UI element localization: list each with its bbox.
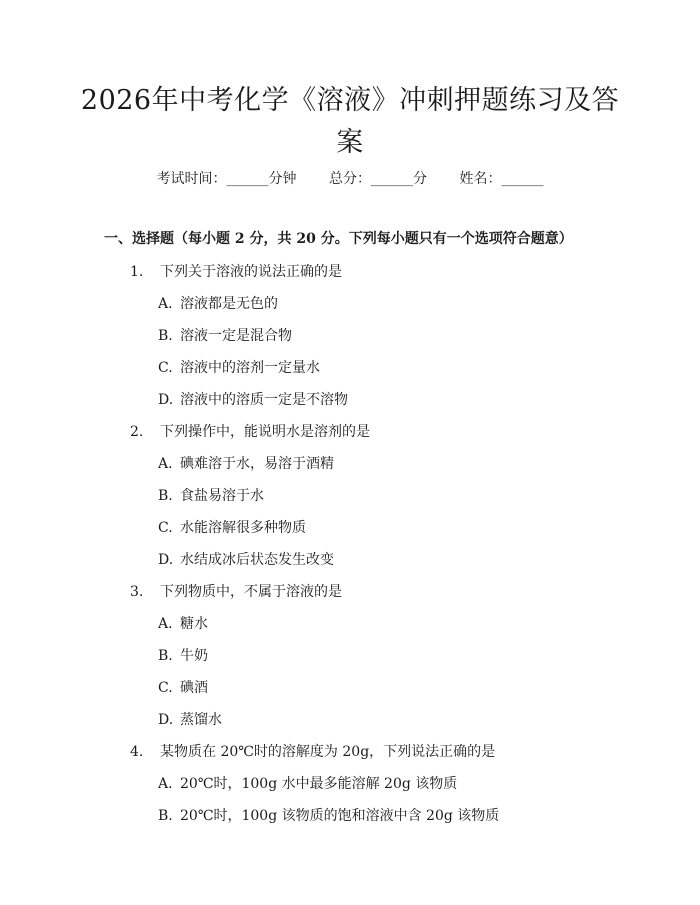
option-text: 牛奶 bbox=[180, 648, 208, 664]
option-letter: B. bbox=[158, 488, 173, 504]
option-b bbox=[0, 646, 700, 678]
option-list bbox=[0, 454, 700, 582]
option-text: 碘酒 bbox=[180, 680, 208, 696]
option-a bbox=[0, 614, 700, 646]
option-d bbox=[0, 550, 700, 582]
option-letter: C. bbox=[158, 680, 173, 696]
option-d bbox=[0, 390, 700, 422]
question-stem bbox=[0, 422, 700, 454]
option-letter: C. bbox=[158, 520, 173, 536]
question-text: 某物质在 20℃时的溶解度为 20g，下列说法正确的是 bbox=[160, 744, 496, 760]
question-text: 下列操作中，能说明水是溶剂的是 bbox=[160, 424, 370, 440]
option-text: 20℃时，100g 该物质的饱和溶液中含 20g 该物质 bbox=[180, 808, 500, 824]
option-text: 蒸馏水 bbox=[180, 712, 222, 728]
student-name-field: 姓名：______ bbox=[459, 171, 544, 187]
question-number: 3. bbox=[130, 584, 144, 600]
question-number: 2. bbox=[130, 424, 144, 440]
option-letter: B. bbox=[158, 648, 173, 664]
option-a bbox=[0, 294, 700, 326]
total-score-field: 总分：______分 bbox=[329, 171, 427, 187]
option-list bbox=[0, 614, 700, 742]
question-number: 4. bbox=[130, 744, 144, 760]
option-letter: A. bbox=[158, 616, 173, 632]
question-3 bbox=[0, 582, 700, 742]
option-list bbox=[0, 774, 700, 838]
option-text: 溶液一定是混合物 bbox=[180, 328, 292, 344]
option-text: 食盐易溶于水 bbox=[180, 488, 264, 504]
option-letter: D. bbox=[158, 712, 174, 728]
question-text: 下列物质中，不属于溶液的是 bbox=[160, 584, 342, 600]
option-c bbox=[0, 358, 700, 390]
question-4 bbox=[0, 742, 700, 838]
option-c bbox=[0, 678, 700, 710]
option-letter: D. bbox=[158, 392, 174, 408]
question-number: 1. bbox=[130, 264, 144, 280]
option-a bbox=[0, 454, 700, 486]
section-heading-choice: 一、选择题（每小题 2 分，共 20 分。下列每小题只有一个选项符合题意） bbox=[104, 231, 573, 247]
question-list bbox=[0, 262, 700, 838]
option-text: 溶液都是无色的 bbox=[180, 296, 278, 312]
question-stem bbox=[0, 582, 700, 614]
option-letter: A. bbox=[158, 456, 173, 472]
exam-time-field: 考试时间：______分钟 bbox=[156, 171, 297, 187]
document-title: 2026年中考化学《溶液》冲刺押题练习及答案 bbox=[80, 85, 620, 158]
option-text: 溶液中的溶质一定是不溶物 bbox=[180, 392, 348, 408]
option-text: 水能溶解很多种物质 bbox=[180, 520, 306, 536]
question-2 bbox=[0, 422, 700, 582]
option-letter: B. bbox=[158, 328, 173, 344]
question-stem bbox=[0, 262, 700, 294]
option-letter: C. bbox=[158, 360, 173, 376]
option-text: 溶液中的溶剂一定量水 bbox=[180, 360, 320, 376]
option-letter: A. bbox=[158, 776, 173, 792]
option-a bbox=[0, 774, 700, 806]
option-b bbox=[0, 486, 700, 518]
option-b bbox=[0, 806, 700, 838]
question-stem bbox=[0, 742, 700, 774]
option-text: 20℃时，100g 水中最多能溶解 20g 该物质 bbox=[180, 776, 458, 792]
option-text: 糖水 bbox=[180, 616, 208, 632]
option-c bbox=[0, 518, 700, 550]
option-list bbox=[0, 294, 700, 422]
option-letter: A. bbox=[158, 296, 173, 312]
option-letter: D. bbox=[158, 552, 174, 568]
option-text: 碘难溶于水，易溶于酒精 bbox=[180, 456, 334, 472]
option-b bbox=[0, 326, 700, 358]
option-d bbox=[0, 710, 700, 742]
option-letter: B. bbox=[158, 808, 173, 824]
option-text: 水结成冰后状态发生改变 bbox=[180, 552, 334, 568]
exam-info-line bbox=[0, 168, 700, 188]
question-text: 下列关于溶液的说法正确的是 bbox=[160, 264, 342, 280]
question-1 bbox=[0, 262, 700, 422]
